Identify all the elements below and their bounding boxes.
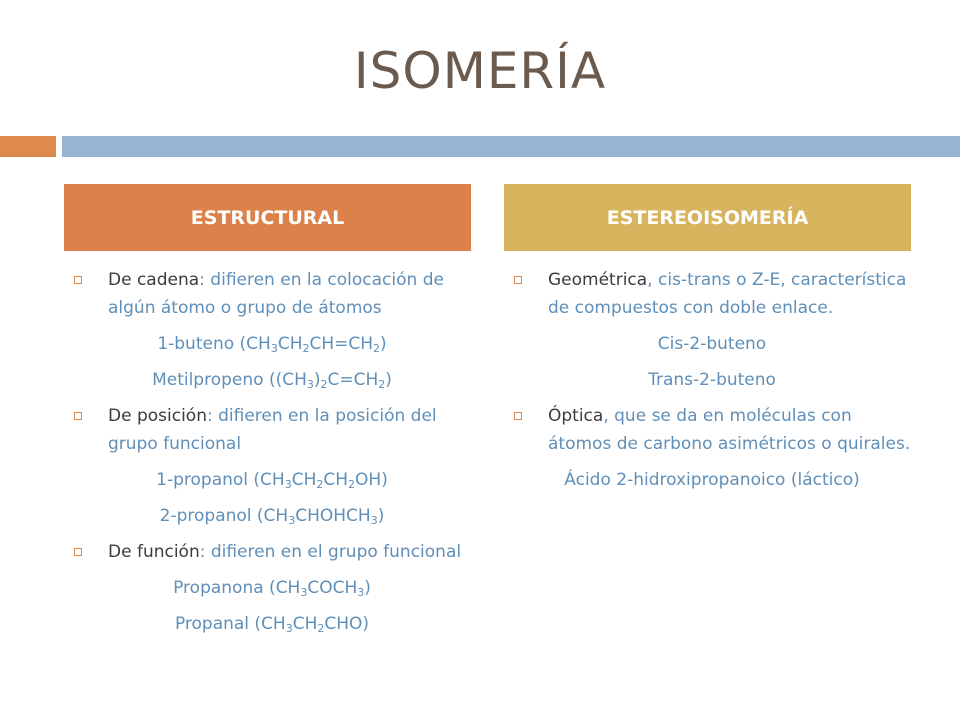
bullet-lead: Geométrica bbox=[548, 270, 648, 290]
bullet-lead: Óptica bbox=[548, 406, 604, 426]
bullet-lead: De posición bbox=[108, 406, 207, 426]
accent-bar-orange bbox=[0, 136, 56, 157]
example-propanal: Propanal $(CH_3CH_2CHO)$ bbox=[174, 614, 370, 635]
header-estereoisomeria: ESTEREOISOMERÍA bbox=[504, 184, 911, 251]
bullet-optica bbox=[512, 402, 912, 458]
example-cis-2-buteno: Cis-2-buteno bbox=[657, 334, 767, 354]
example-propanona: Propanona $(CH_3COCH_3)$ bbox=[173, 578, 371, 599]
bullet-text: , cis-trans o Z-E, característica de compuestos con doble enlace. bbox=[548, 270, 907, 318]
bullet-text: , que se da en moléculas con átomos de carbono asimétricos o quirales. bbox=[548, 406, 911, 454]
bullet-text: : difieren en el grupo funcional bbox=[199, 542, 462, 562]
example-trans-2-buteno: Trans-2-buteno bbox=[648, 370, 776, 390]
example-acido-lactico: Ácido 2-hidroxipropanoico (láctico) bbox=[564, 470, 860, 490]
example-2-propanol: 2-propanol $(CH_3CHOHCH_3)$ bbox=[159, 506, 385, 527]
column-estereoisomeria bbox=[512, 266, 912, 502]
accent-bar-blue bbox=[62, 136, 960, 157]
header-estructural: ESTRUCTURAL bbox=[64, 184, 471, 251]
square-bullet-icon bbox=[514, 276, 522, 284]
square-bullet-icon bbox=[74, 276, 82, 284]
example-1-buteno: 1-buteno $(CH_3CH_2CH=CH_2)$ bbox=[157, 334, 387, 355]
example-1-propanol: 1-propanol $(CH_3CH_2CH_2OH)$ bbox=[156, 470, 388, 491]
square-bullet-icon bbox=[74, 412, 82, 420]
example-metilpropeno: Metilpropeno $((CH_3)_2C=CH_2)$ bbox=[152, 370, 392, 391]
bullet-lead: De cadena bbox=[108, 270, 200, 290]
column-estructural bbox=[72, 266, 472, 646]
slide-title: ISOMERÍA bbox=[353, 42, 607, 100]
bullet-text: : difieren en la colocación de algún átomo o grupo de átomos bbox=[108, 270, 444, 318]
bullet-lead: De función bbox=[108, 542, 200, 562]
bullet-de-posicion bbox=[72, 402, 472, 458]
bullet-de-cadena bbox=[72, 266, 472, 322]
bullet-geometrica bbox=[512, 266, 912, 322]
square-bullet-icon bbox=[514, 412, 522, 420]
bullet-text: : difieren en la posición del grupo funcional bbox=[108, 406, 437, 454]
bullet-de-funcion bbox=[72, 538, 472, 566]
square-bullet-icon bbox=[74, 548, 82, 556]
